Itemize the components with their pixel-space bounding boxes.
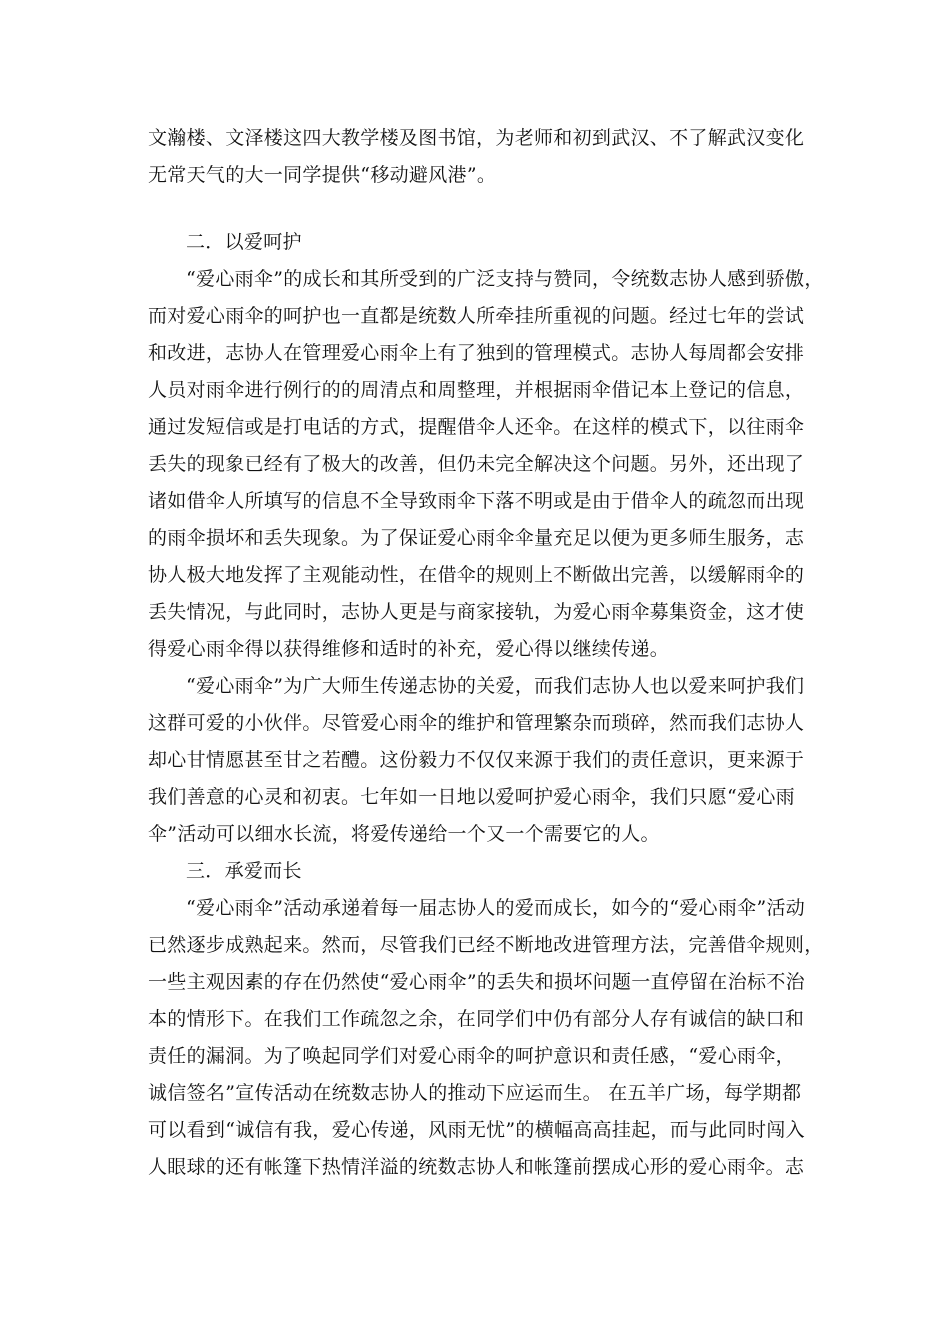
text-line: 的雨伞损坏和丢失现象。为了保证爱心雨伞伞量充足以便为更多师生服务，志 xyxy=(148,527,805,549)
text-line: 丢失的现象已经有了极大的改善，但仍未完全解决这个问题。另外，还出现了 xyxy=(148,453,805,475)
text-line: 已然逐步成熟起来。然而，尽管我们已经不断地改进管理方法，完善借伞规则， xyxy=(148,934,824,956)
paragraph-gap xyxy=(148,194,804,224)
text-line: 协人极大地发挥了主观能动性，在借伞的规则上不断做出完善，以缓解雨伞的 xyxy=(148,564,805,586)
text-line: 却心甘情愿甚至甘之若醴。这份毅力不仅仅来源于我们的责任意识，更来源于 xyxy=(148,749,805,771)
text-line: 而对爱心雨伞的呵护也一直都是统数人所牵挂所重视的问题。经过七年的尝试 xyxy=(148,305,805,327)
text-line: “爱心雨伞”为广大师生传递志协的关爱，而我们志协人也以爱来呵护我们 xyxy=(186,675,805,697)
section-heading-2 xyxy=(148,224,804,261)
text-line: 诚信签名”宣传活动在统数志协人的推动下应运而生。 在五羊广场，每学期都 xyxy=(148,1082,802,1104)
text-line: 得爱心雨伞得以获得维修和适时的补充，爱心得以继续传递。 xyxy=(148,638,670,660)
paragraph-intro-tail xyxy=(148,120,804,194)
text-line: 文瀚楼、文泽楼这四大教学楼及图书馆，为老师和初到武汉、不了解武汉变化 xyxy=(148,127,805,149)
text-line: “爱心雨伞”的成长和其所受到的广泛支持与赞同，令统数志协人感到骄傲， xyxy=(186,268,824,290)
text-line: 人员对雨伞进行例行的的周清点和周整理，并根据雨伞借记本上登记的信息， xyxy=(148,379,805,401)
text-line: 和改进，志协人在管理爱心雨伞上有了独到的管理模式。志协人每周都会安排 xyxy=(148,342,805,364)
text-line: 伞”活动可以细水长流，将爱传递给一个又一个需要它的人。 xyxy=(148,823,660,845)
section-heading: 三．承爱而长 xyxy=(186,860,302,882)
document-page xyxy=(148,120,824,1186)
paragraph-2b xyxy=(148,668,804,853)
paragraph-3a xyxy=(148,890,824,1186)
section-heading: 二．以爱呵护 xyxy=(186,231,302,253)
text-line: 通过发短信或是打电话的方式，提醒借伞人还伞。在这样的模式下，以往雨伞 xyxy=(148,416,805,438)
text-line: 这群可爱的小伙伴。尽管爱心雨伞的维护和管理繁杂而琐碎，然而我们志协人 xyxy=(148,712,805,734)
text-line: 无常天气的大一同学提供“移动避风港”。 xyxy=(148,164,497,186)
text-line: “爱心雨伞”活动承递着每一届志协人的爱而成长，如今的“爱心雨伞”活动 xyxy=(186,897,806,919)
text-line: 丢失情况，与此同时，志协人更是与商家接轨，为爱心雨伞募集资金，这才使 xyxy=(148,601,805,623)
section-heading-3 xyxy=(148,853,804,890)
text-line: 本的情形下。在我们工作疏忽之余，在同学们中仍有部分人存有诚信的缺口和 xyxy=(148,1008,805,1030)
text-line: 责任的漏洞。为了唤起同学们对爱心雨伞的呵护意识和责任感，“爱心雨伞， xyxy=(148,1045,795,1067)
text-line: 人眼球的还有帐篷下热情洋溢的统数志协人和帐篷前摆成心形的爱心雨伞。志 xyxy=(148,1156,805,1178)
text-line: 可以看到“诚信有我，爱心传递，风雨无忧”的横幅高高挂起，而与此同时闯入 xyxy=(148,1119,805,1141)
text-line: 一些主观因素的存在仍然使“爱心雨伞”的丢失和损坏问题一直停留在治标不治 xyxy=(148,971,805,993)
text-line: 我们善意的心灵和初衷。七年如一日地以爱呵护爱心雨伞，我们只愿“爱心雨 xyxy=(148,786,795,808)
paragraph-2a xyxy=(148,261,824,668)
text-line: 诸如借伞人所填写的信息不全导致雨伞下落不明或是由于借伞人的疏忽而出现 xyxy=(148,490,805,512)
